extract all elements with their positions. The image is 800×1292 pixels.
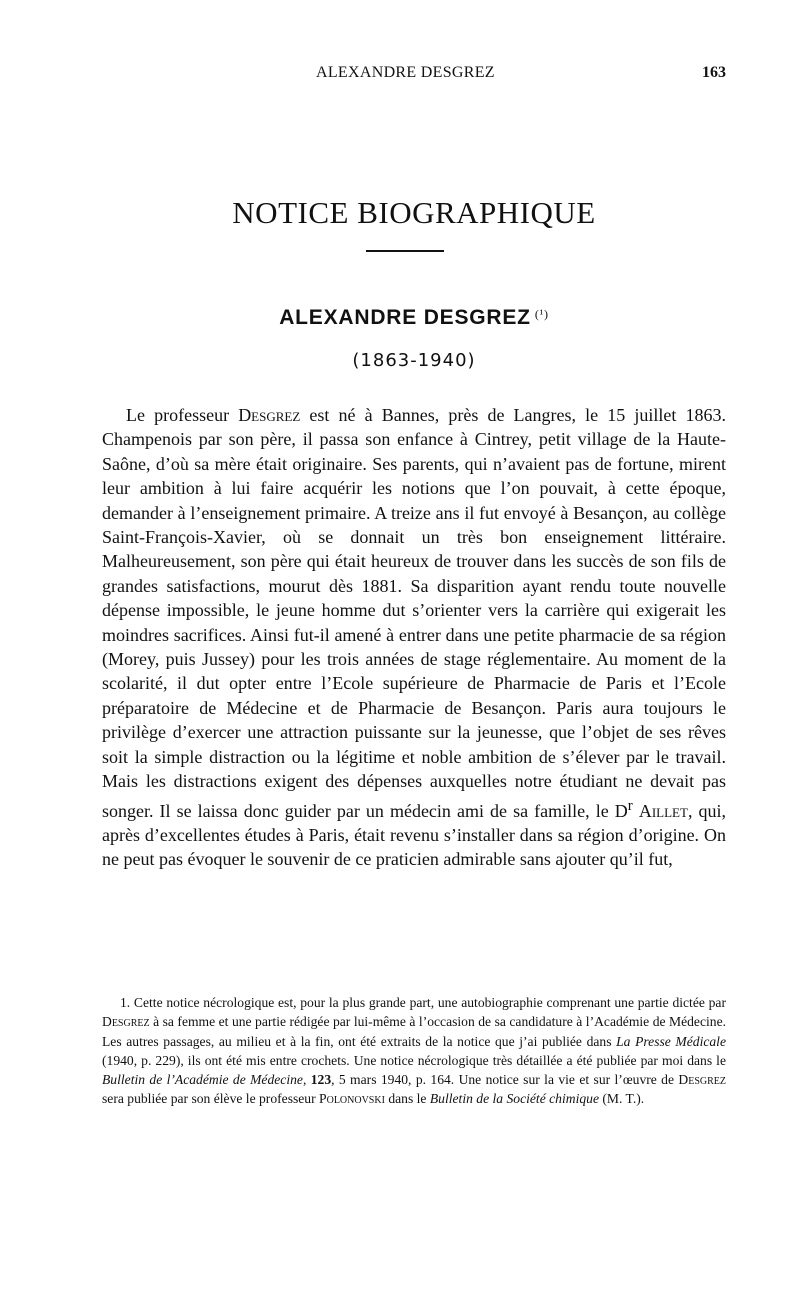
doctor-superscript: r xyxy=(627,797,633,814)
journal-bulletin-societe: Bulletin de la Société chimique xyxy=(429,1091,599,1107)
footnote-text-f: sera publiée par son élève le professeur xyxy=(102,1091,320,1107)
footnote-name-desgrez-2: Desgrez xyxy=(678,1072,726,1088)
footnote-ref[interactable]: (¹) xyxy=(534,307,549,321)
journal-bulletin-academie: Bulletin de l’Académie de Médecine xyxy=(102,1072,303,1088)
person-name-desgrez: Desgrez xyxy=(238,405,301,425)
footnote-text-e: , 5 mars 1940, p. 164. Une notice sur la vie et sur l’œuvre de xyxy=(331,1072,679,1088)
footnote-text-b: à sa femme et une partie rédigée par lui-même à l’occasion de sa candidature à l’Académie de Médecine. Les autres passages, au milieu et à la fin, ont été extraits de la notice que j’ai publiée dans xyxy=(102,1014,726,1049)
footnote xyxy=(102,993,726,1109)
footnote-text-g: dans le xyxy=(384,1091,430,1107)
footnote-text-a: 1. Cette notice nécrologique est, pour la plus grande part, une autobiographie comprenant une partie dictée par xyxy=(120,995,726,1010)
footnote-name-polonovski: Polonovski xyxy=(319,1091,385,1107)
subject-name xyxy=(102,306,726,330)
body-text-a: Le professeur xyxy=(126,405,239,425)
running-head xyxy=(102,64,726,88)
footnote-text-h: (M. T.). xyxy=(598,1091,645,1107)
volume-number: 123 xyxy=(310,1072,332,1088)
footnote-name-desgrez: Desgrez xyxy=(102,1014,150,1030)
page-number: 163 xyxy=(702,64,726,81)
main-title: NOTICE BIOGRAPHIQUE xyxy=(232,195,596,230)
title-rule xyxy=(366,250,444,252)
subject-name-text: ALEXANDRE DESGREZ xyxy=(279,306,531,329)
running-title: ALEXANDRE DESGREZ xyxy=(316,64,495,81)
person-name-aillet: Aillet xyxy=(638,800,688,821)
life-dates: (1863-1940) xyxy=(352,350,476,371)
body-paragraph xyxy=(102,403,726,872)
footnote-text-c: (1940, p. 229), ils ont été mis entre crochets. Une notice nécrologique très détaillée a été publiée par moi dans le xyxy=(102,1052,726,1068)
journal-presse-medicale: La Presse Médicale xyxy=(616,1033,726,1049)
body-text-b: est né à Bannes, près de Langres, le 15 juillet 1863. Champenois par son père, il passa son enfance à Cintrey, petit village de la Haute-Saône, d’où sa mère était originaire. Ses parents, qui n’avaient pas de fortune, mirent leur ambition à lui faire acquérir les notions que l’on pouvait, à cette époque, demander à l’enseignement primaire. A treize ans il fut envoyé à Besançon, au collège Saint-François-Xavier, où se donnait un très bon enseignement littéraire. Malheureusement, son père qui était heureux de trouver dans les succès de son fils de grandes satisfactions, mourut dès 1881. Sa disparition ayant rendu toute nouvelle dépense impossible, le jeune homme dut s’orienter vers la carrière qui exigerait les moindres sacrifices. Ainsi fut-il amené à entrer dans une petite pharmacie de sa région (Morey, puis Jussey) pour les trois années de stage réglementaire. Au moment de la scolarité, il dut opter entre l’Ecole supérieure de Pharmacie de Paris et l’Ecole préparatoire de Médecine et de Pharmacie de Besançon. Paris aura toujours le privilège d’exercer une attraction puissante sur la jeunesse, que l’objet de ses rêves soit la simple distraction ou la légitime et noble ambition de s’élever par le travail. Mais les distractions exigent des dépenses auxquelles notre étudiant ne devait pas songer. Il se laissa donc guider par un médecin ami de sa famille, le D xyxy=(102,405,726,821)
body-text-c: , qui, après d’excellentes études à Paris, était revenu s’installer dans sa région d’origine. On ne peut pas évoquer le souvenir de ce praticien admirable sans ajouter qu’il fut, xyxy=(102,800,727,870)
footnote-text-d: , xyxy=(302,1072,311,1088)
